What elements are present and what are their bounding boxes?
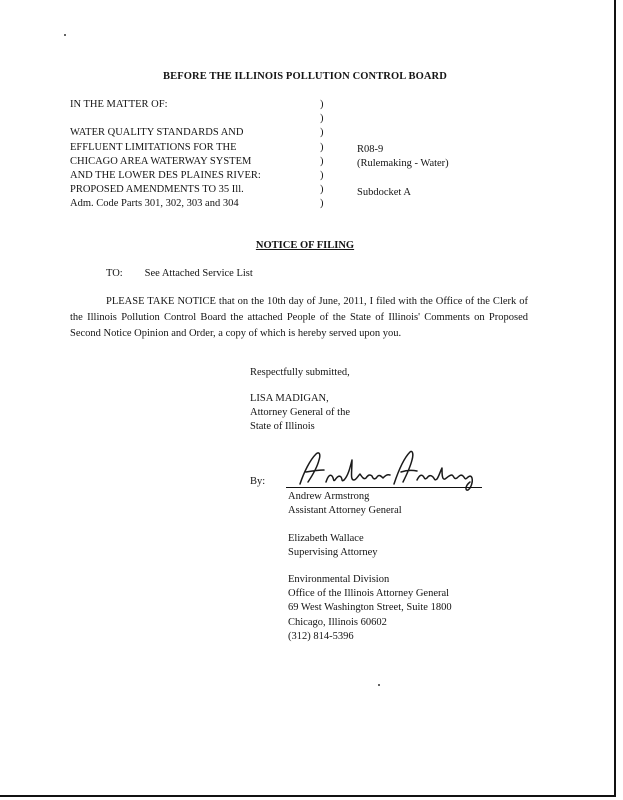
notice-body: PLEASE TAKE NOTICE that on the 10th day of June, 2011, I filed with the Office of the Clerk of the Illinois Pollution Control Board the attached People of the State of Illinois' Comments on Proposed Second Notice Opinion and Order, a copy of which is hereby served upon you. bbox=[70, 296, 528, 340]
office-line: Attorney General of the bbox=[250, 407, 351, 418]
supervisor-name: Elizabeth Wallace bbox=[288, 533, 364, 544]
supervisor-block bbox=[288, 532, 378, 560]
to-label: TO: bbox=[106, 268, 123, 279]
division-phone: (312) 814-5396 bbox=[288, 630, 354, 642]
supervisor-title: Supervising Attorney bbox=[288, 547, 378, 559]
caption-parentheses bbox=[320, 98, 324, 212]
caption-line: AND THE LOWER DES PLAINES RIVER: bbox=[70, 170, 261, 182]
division-line: Office of the Illinois Attorney General bbox=[288, 588, 450, 600]
docket-info bbox=[357, 143, 449, 200]
paren: ) bbox=[320, 184, 324, 196]
office-line: State of Illinois bbox=[250, 421, 315, 432]
paren: ) bbox=[320, 113, 324, 125]
caption-line: WATER QUALITY STANDARDS AND bbox=[70, 127, 244, 139]
paren: ) bbox=[320, 170, 324, 182]
handwritten-signature bbox=[282, 446, 482, 492]
office-line: LISA MADIGAN, bbox=[250, 393, 329, 404]
division-line: Chicago, Illinois 60602 bbox=[288, 616, 387, 628]
caption-line: Adm. Code Parts 301, 302, 303 and 304 bbox=[70, 198, 239, 210]
caption-line bbox=[70, 112, 261, 126]
paren: ) bbox=[320, 155, 324, 167]
signer-block bbox=[288, 490, 402, 518]
caption-line: CHICAGO AREA WATERWAY SYSTEM bbox=[70, 155, 252, 167]
recipient-line bbox=[106, 268, 253, 279]
caption-line: IN THE MATTER OF: bbox=[70, 99, 168, 110]
signer-title: Assistant Attorney General bbox=[288, 505, 402, 517]
docket-number: R08-9 bbox=[357, 144, 384, 155]
paren: ) bbox=[320, 141, 324, 153]
scan-speck bbox=[378, 684, 380, 686]
attorney-general-block bbox=[250, 392, 350, 434]
notice-heading: NOTICE OF FILING bbox=[255, 240, 355, 251]
docket-spacer bbox=[357, 171, 449, 185]
paren: ) bbox=[320, 127, 324, 139]
by-label: By: bbox=[250, 476, 266, 487]
scan-speck bbox=[64, 34, 66, 36]
case-caption bbox=[70, 98, 261, 212]
division-line: Environmental Division bbox=[288, 574, 390, 585]
paren: ) bbox=[320, 198, 324, 210]
respectfully-submitted: Respectfully submitted, bbox=[250, 367, 350, 378]
division-address-block bbox=[288, 573, 452, 644]
to-value: See Attached Service List bbox=[144, 268, 253, 279]
signature-line bbox=[286, 487, 482, 488]
division-line: 69 West Washington Street, Suite 1800 bbox=[288, 602, 452, 614]
board-title: BEFORE THE ILLINOIS POLLUTION CONTROL BOARD bbox=[163, 71, 447, 82]
signer-name: Andrew Armstrong bbox=[288, 491, 370, 502]
caption-line: PROPOSED AMENDMENTS TO 35 Ill. bbox=[70, 184, 244, 196]
docket-type: (Rulemaking - Water) bbox=[357, 158, 449, 170]
paren: ) bbox=[320, 99, 324, 110]
caption-line: EFFLUENT LIMITATIONS FOR THE bbox=[70, 141, 237, 153]
subdocket: Subdocket A bbox=[357, 186, 411, 198]
